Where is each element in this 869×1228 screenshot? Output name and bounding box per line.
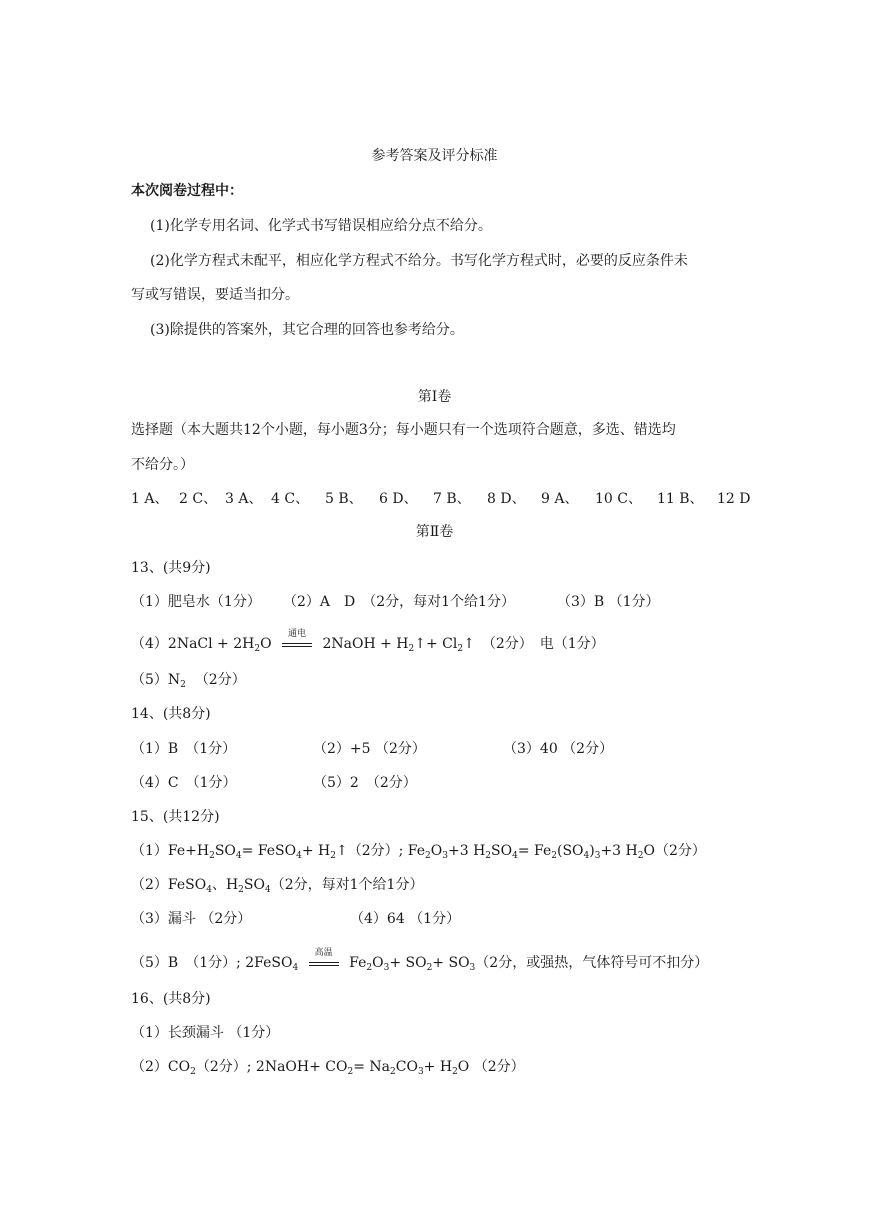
- q13-a4-reactants-end: O: [260, 636, 272, 652]
- q13-a4-subscript: 2: [408, 644, 415, 654]
- answer-11: 11 B、: [657, 491, 704, 507]
- q13-a5-formula: （5）N: [131, 672, 181, 688]
- q13-a4-subscript: 2: [457, 644, 464, 654]
- part1-instructions: 选择题（本大题共12个小题，每小题3分；每小题只有一个选项符合题意，多选、错选均: [131, 422, 676, 438]
- q14-answer-1: （1）B （1分）: [131, 741, 237, 757]
- reaction-condition: [309, 948, 339, 973]
- answer-10: 10 C、: [595, 491, 642, 507]
- q13-answer-4: [131, 629, 605, 654]
- q15-a5-reactant: （5）B （1分）; 2FeSO$_4$: [131, 955, 299, 973]
- q14-answer-2: （2）+5 （2分）: [313, 741, 426, 757]
- note-3: (3)除提供的答案外，其它合理的回答也参考给分。: [150, 322, 464, 338]
- q14-answer-4: （4）C （1分）: [131, 775, 237, 791]
- answer-3: 3 A、: [225, 491, 263, 507]
- answer-7: 7 B、: [433, 491, 471, 507]
- q15-answer-5: [131, 948, 709, 973]
- answer-8: 8 D、: [487, 491, 526, 507]
- condition-label: 通电: [288, 629, 307, 639]
- q14-header: 14、(共8分): [131, 706, 211, 722]
- part1-instructions-continued: 不给分。）: [131, 457, 194, 473]
- part1-heading: 第Ⅰ卷: [417, 389, 452, 405]
- q13-a5-subscript: 2: [180, 680, 186, 690]
- reaction-condition: [282, 629, 312, 654]
- answer-4: 4 C、: [271, 491, 310, 507]
- answer-1: 1 A、: [131, 491, 169, 507]
- q14-answer-3: （3）40 （2分）: [503, 741, 614, 757]
- part2-heading: 第Ⅱ卷: [415, 524, 454, 540]
- q13-answer-2: （2）A D （2分，每对1个给1分）: [283, 594, 515, 610]
- answer-6: 6 D、: [379, 491, 418, 507]
- condition-label: 高温: [314, 948, 333, 958]
- answer-9: 9 A、: [541, 491, 579, 507]
- q13-a4-reactants: （4）2NaCl + 2H: [131, 636, 255, 652]
- q13-a5-score: （2分）: [194, 672, 246, 688]
- page-title: 参考答案及评分标准: [371, 148, 498, 164]
- answer-2: 2 C、: [179, 491, 218, 507]
- q15-answer-4: （4）64 （1分）: [350, 911, 461, 927]
- intro-heading: 本次阅卷过程中：: [131, 183, 243, 199]
- q15-answer-1: $(1)Fe+H_2SO_4=$ FeSO$_4$+ $H_2↑(2$分）; $Fe_2O_3+3$ $H_2SO_4= Fe_2(SO_4)_3+3$ $H_2O(2$分）: [131, 843, 706, 861]
- q15-header: 15、(共12分): [131, 809, 220, 825]
- q14-answer-5: （5）2 （2分）: [313, 775, 417, 791]
- q16-answer-2: $(2)CO_2(2$分）; 2NaOH+ $CO_2= Na_2CO_3+ H_2O$ （2分）: [131, 1059, 525, 1077]
- q15-answer-3: （3）漏斗 （2分）: [131, 911, 252, 927]
- q13-a4-products: 2NaOH + H: [322, 636, 409, 652]
- answer-5: 5 B、: [325, 491, 363, 507]
- choice-answers: [131, 489, 751, 509]
- note-1: (1)化学专用名词、化学式书写错误相应给分点不给分。: [150, 218, 492, 234]
- q15-answer-2: （2）FeSO$_4$、$H_2SO_4(2$分，每对1个给1分）: [131, 877, 424, 895]
- note-2-continued: 写或写错误，要适当扣分。: [131, 287, 299, 303]
- q13-a4-products-mid: ↑+ Cl: [414, 636, 458, 652]
- q13-answer-1: （1）肥皂水（1分）: [131, 594, 261, 610]
- note-2: (2)化学方程式未配平，相应化学方程式不给分。书写化学方程式时，必要的反应条件未: [150, 253, 688, 269]
- q15-a5-products: $Fe_2O_3+ SO_2+ SO_3(2$分，或强热，气体符号可不扣分）: [349, 955, 709, 973]
- q13-header: 13、(共9分): [131, 560, 211, 576]
- q16-answer-1: （1）长颈漏斗 （1分）: [131, 1025, 280, 1041]
- q16-header: 16、(共8分): [131, 991, 211, 1007]
- q13-a4-subscript: 2: [254, 644, 261, 654]
- q13-answer-3: （3）B （1分）: [557, 594, 660, 610]
- q13-a4-score: ↑ （2分） 电（1分）: [463, 636, 605, 652]
- q13-answer-5: [131, 670, 246, 690]
- answer-12: 12 D: [717, 491, 751, 507]
